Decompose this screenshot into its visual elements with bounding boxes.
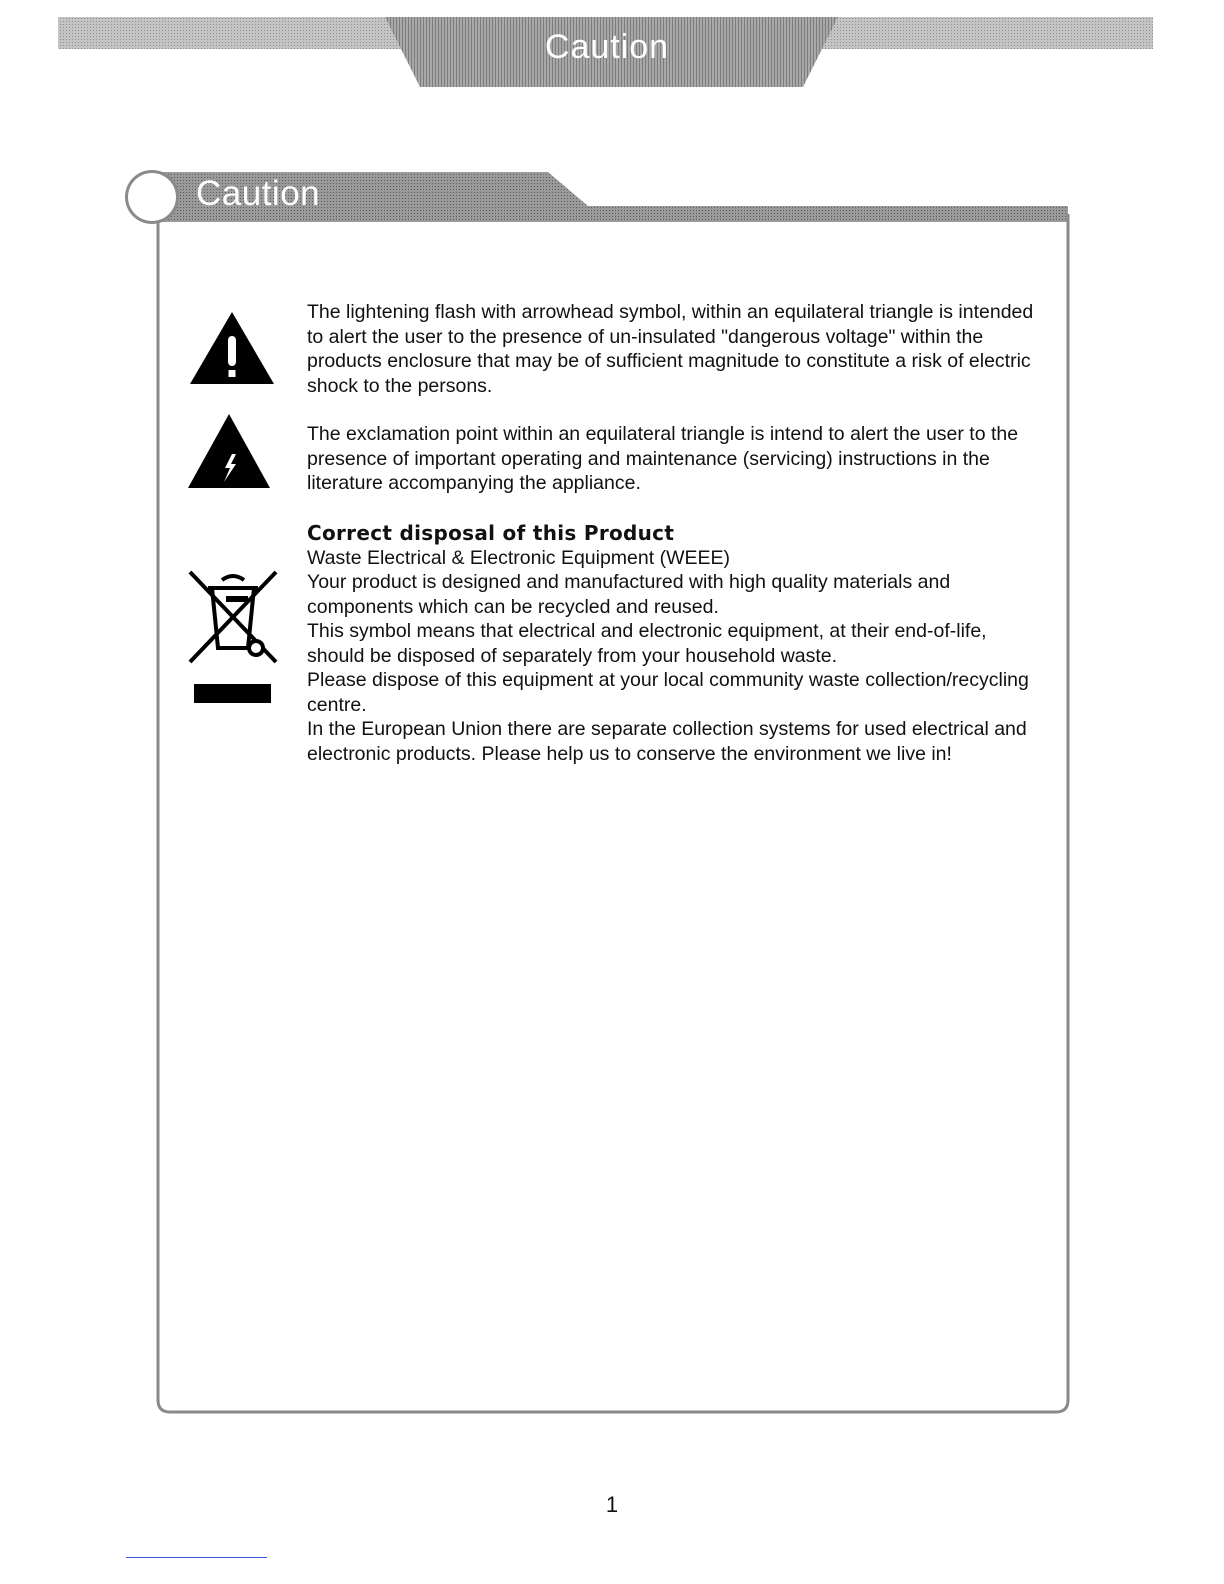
disposal-line-eu: In the European Union there are separate collection systems for used electrical and electronic products. Please help us to conserve the environment we live in!	[307, 718, 1027, 765]
disposal-line-symbol-meaning: This symbol means that electrical and electronic equipment, at their end-of-life, should be disposed of separately from your household waste.	[307, 620, 987, 667]
lightning-description: The lightening flash with arrowhead symbol, within an equilateral triangle is intended to alert the user to the presence of un-insulated "dangerous voltage" within the products enclosure that may be of sufficient magnitude to constitute a risk of electric shock to the persons.	[307, 301, 1034, 397]
page-number: 1	[605, 1492, 619, 1517]
crossed-out-bin-icon	[186, 566, 280, 681]
disposal-line-weee: Waste Electrical & Electronic Equipment (WEEE)	[307, 546, 730, 569]
disposal-heading: Correct disposal of this Product	[307, 520, 675, 545]
footer-line	[126, 1557, 267, 1558]
exclamation-triangle-icon	[190, 312, 274, 389]
disposal-line-dispose: Please dispose of this equipment at your local community waste collection/recycling centre.	[307, 669, 1029, 716]
content	[307, 300, 1047, 766]
disposal-line-materials: Your product is designed and manufactured with high quality materials and components which can be recycled and reused.	[307, 571, 951, 618]
panel-title: Caution	[196, 174, 321, 213]
weee-black-bar	[194, 684, 271, 703]
lightning-triangle-icon	[188, 414, 270, 493]
exclamation-description: The exclamation point within an equilateral triangle is intend to alert the user to the presence of important operating and maintenance (servicing) instructions in the literature accompanying the appliance.	[307, 423, 1019, 494]
banner-title: Caution	[544, 28, 670, 66]
